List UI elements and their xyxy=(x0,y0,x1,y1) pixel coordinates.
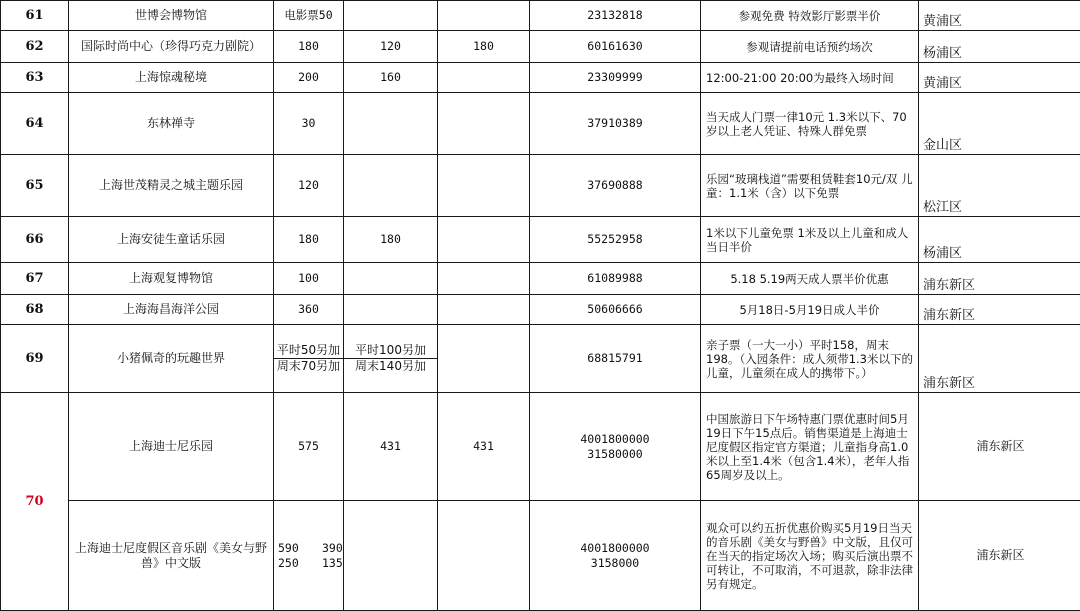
venue-name: 上海迪士尼乐园 xyxy=(69,393,274,501)
price-col-2 xyxy=(344,1,438,31)
phone-line-1: 4001800000 xyxy=(534,541,696,556)
venue-name: 东林禅寺 xyxy=(69,93,274,155)
price-tier: 135 xyxy=(322,556,366,571)
price-col-3 xyxy=(438,155,530,217)
price-col-2: 180 xyxy=(344,217,438,263)
price-col-3 xyxy=(438,63,530,93)
row-number: 62 xyxy=(1,31,69,63)
price-col-1-weekday: 平时50另加 xyxy=(274,343,343,359)
discount-note: 参观免费 特效影厅影票半价 xyxy=(701,1,919,31)
row-number: 68 xyxy=(1,295,69,325)
row-number: 64 xyxy=(1,93,69,155)
price-col-1: 120 xyxy=(274,155,344,217)
price-col-1-weekend: 周末70另加 xyxy=(274,359,343,374)
discount-note: 5月18日-5月19日成人半价 xyxy=(701,295,919,325)
discount-note: 亲子票（一大一小）平时158，周末198。（入园条件：成人须带1.3米以下的儿童，儿童须在成人的携带下。） xyxy=(701,325,919,393)
table-row xyxy=(1,393,1080,501)
price-col-3 xyxy=(438,93,530,155)
price-col-1: 180 xyxy=(274,217,344,263)
discount-note: 12:00-21:00 20:00为最终入场时间 xyxy=(701,63,919,93)
district: 杨浦区 xyxy=(919,217,1080,263)
discount-note: 中国旅游日下午场特惠门票优惠时间5月19日下午15点后。销售渠道是上海迪士尼度假区指定官方渠道；儿童指身高1.0米以上至1.4米（包含1.4米），老年人指65周岁及以上。 xyxy=(701,393,919,501)
price-col-2-weekend: 周末140另加 xyxy=(344,359,437,374)
district: 浦东新区 xyxy=(919,263,1080,295)
discount-note: 1米以下儿童免票 1米及以上儿童和成人当日半价 xyxy=(701,217,919,263)
venue-name: 世博会博物馆 xyxy=(69,1,274,31)
price-col-1 xyxy=(274,501,344,611)
district: 黄浦区 xyxy=(919,63,1080,93)
venue-name: 上海迪士尼度假区音乐剧《美女与野兽》中文版 xyxy=(69,501,274,611)
discount-note: 当天成人门票一律10元 1.3米以下、70岁以上老人凭证、特殊人群免票 xyxy=(701,93,919,155)
district: 松江区 xyxy=(919,155,1080,217)
table-row xyxy=(1,155,1080,217)
phone-number: 37910389 xyxy=(530,93,701,155)
phone-number: 60161630 xyxy=(530,31,701,63)
price-col-3 xyxy=(438,295,530,325)
row-number: 61 xyxy=(1,1,69,31)
price-col-2 xyxy=(344,325,438,393)
row-number: 70 xyxy=(1,393,69,611)
phone-line-2: 31580000 xyxy=(534,447,696,462)
price-col-1: 200 xyxy=(274,63,344,93)
discount-note: 观众可以约五折优惠价购买5月19日当天的音乐剧《美女与野兽》中文版，且仅可在当天的指定场次入场；购买后演出票不可转让，不可取消，不可退款，除非法律另有规定。 xyxy=(701,501,919,611)
price-col-1: 电影票50 xyxy=(274,1,344,31)
table-row xyxy=(1,325,1080,393)
price-col-3 xyxy=(438,501,530,611)
table-row xyxy=(1,501,1080,611)
phone-number: 61089988 xyxy=(530,263,701,295)
discount-note: 参观请提前电话预约场次 xyxy=(701,31,919,63)
phone-number: 50606666 xyxy=(530,295,701,325)
price-col-3 xyxy=(438,217,530,263)
row-number: 69 xyxy=(1,325,69,393)
district: 杨浦区 xyxy=(919,31,1080,63)
district: 黄浦区 xyxy=(919,1,1080,31)
price-col-3: 180 xyxy=(438,31,530,63)
price-col-3: 431 xyxy=(438,393,530,501)
phone-number: 55252958 xyxy=(530,217,701,263)
price-col-2: 120 xyxy=(344,31,438,63)
price-tier: 590 xyxy=(278,541,322,556)
price-col-2 xyxy=(344,295,438,325)
venue-name: 国际时尚中心（珍得巧克力剧院） xyxy=(69,31,274,63)
venue-name: 上海惊魂秘境 xyxy=(69,63,274,93)
row-number: 67 xyxy=(1,263,69,295)
phone-line-1: 4001800000 xyxy=(534,432,696,447)
price-col-1: 360 xyxy=(274,295,344,325)
table-row xyxy=(1,295,1080,325)
price-col-1 xyxy=(274,325,344,393)
phone-number: 68815791 xyxy=(530,325,701,393)
district: 浦东新区 xyxy=(919,295,1080,325)
price-col-1: 575 xyxy=(274,393,344,501)
price-col-1: 180 xyxy=(274,31,344,63)
row-number: 66 xyxy=(1,217,69,263)
venue-name: 上海安徒生童话乐园 xyxy=(69,217,274,263)
district: 浦东新区 xyxy=(919,393,1080,501)
table-row xyxy=(1,217,1080,263)
table-row xyxy=(1,63,1080,93)
table-row xyxy=(1,1,1080,31)
table-row xyxy=(1,263,1080,295)
district: 金山区 xyxy=(919,93,1080,155)
price-col-2 xyxy=(344,263,438,295)
price-col-3 xyxy=(438,1,530,31)
price-col-2: 431 xyxy=(344,393,438,501)
price-col-1: 30 xyxy=(274,93,344,155)
discount-note: 5.18 5.19两天成人票半价优惠 xyxy=(701,263,919,295)
phone-number xyxy=(530,393,701,501)
row-number: 63 xyxy=(1,63,69,93)
phone-number: 23309999 xyxy=(530,63,701,93)
phone-number: 23132818 xyxy=(530,1,701,31)
price-tier: 390 xyxy=(322,541,366,556)
table-row xyxy=(1,93,1080,155)
price-col-2 xyxy=(344,93,438,155)
price-col-1: 100 xyxy=(274,263,344,295)
venue-name: 上海观复博物馆 xyxy=(69,263,274,295)
row-number: 65 xyxy=(1,155,69,217)
price-col-2 xyxy=(344,155,438,217)
venue-name: 小猪佩奇的玩趣世界 xyxy=(69,325,274,393)
price-col-3 xyxy=(438,263,530,295)
price-tier: 250 xyxy=(278,556,322,571)
price-col-2: 160 xyxy=(344,63,438,93)
table-row xyxy=(1,31,1080,63)
price-col-2-weekday: 平时100另加 xyxy=(344,343,437,359)
district: 浦东新区 xyxy=(919,325,1080,393)
discount-note: 乐园“玻璃栈道”需要租赁鞋套10元/双 儿童：1.1米（含）以下免票 xyxy=(701,155,919,217)
venue-name: 上海世茂精灵之城主题乐园 xyxy=(69,155,274,217)
phone-number: 37690888 xyxy=(530,155,701,217)
phone-number xyxy=(530,501,701,611)
venue-name: 上海海昌海洋公园 xyxy=(69,295,274,325)
phone-line-2: 3158000 xyxy=(534,556,696,571)
price-col-3 xyxy=(438,325,530,393)
district: 浦东新区 xyxy=(919,501,1080,611)
